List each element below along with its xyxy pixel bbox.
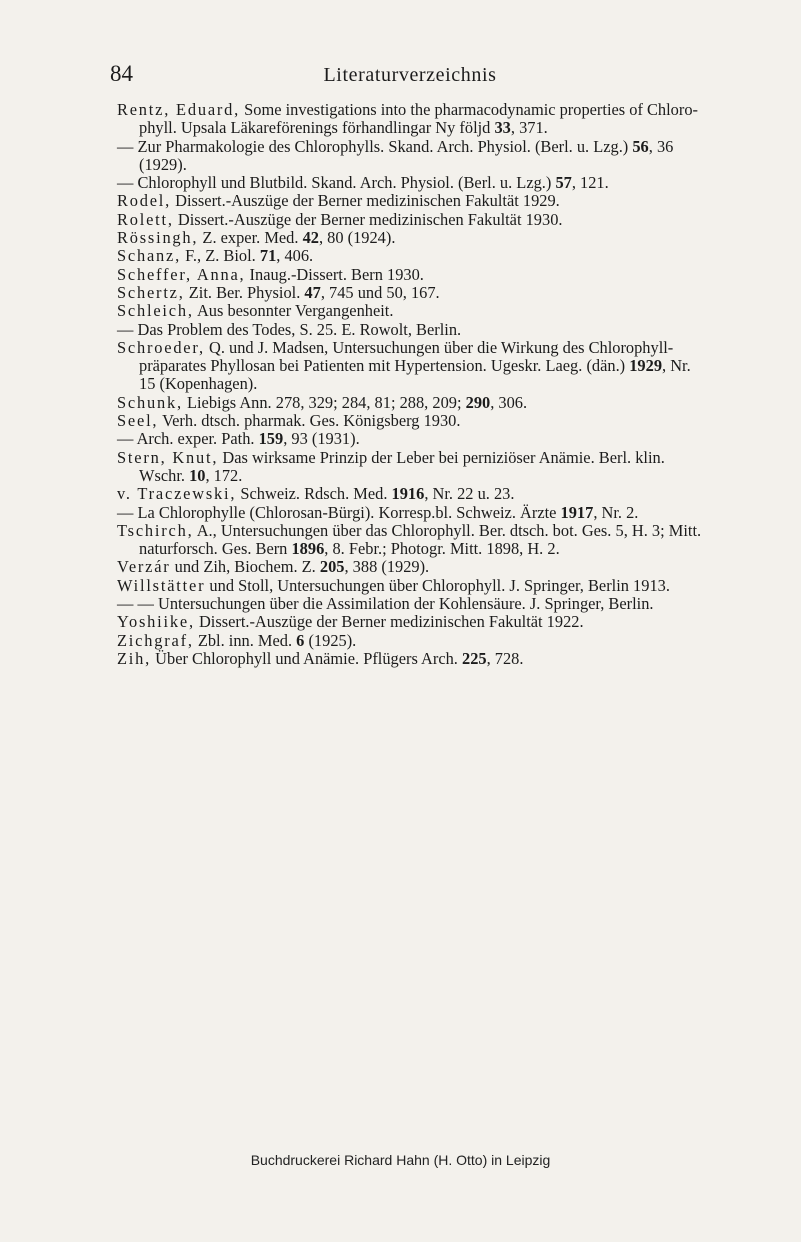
- reference-volume: 205: [319, 557, 345, 577]
- reference-text: Verh. dtsch. pharmak. Ges. Königsberg 1930.: [158, 411, 461, 431]
- reference-tail: (1925).: [304, 630, 357, 650]
- reference-author: Zichgraf,: [117, 630, 194, 650]
- reference-entry: [117, 412, 707, 430]
- reference-text: Über Chlorophyll und Anämie. Pflügers Arch.: [151, 648, 462, 668]
- reference-entry: [117, 302, 707, 320]
- reference-text: Q. und J. Madsen, Untersuchungen über die Wirkung des Chlorophyll-präparates Phyllosan bei Patienten mit Hypertension. Ugeskr. Laeg. (dän.): [139, 337, 674, 376]
- reference-volume: 1917: [560, 502, 594, 522]
- reference-tail: , 8. Febr.; Photogr. Mitt. 1898, H. 2.: [324, 539, 560, 559]
- reference-tail: , 80 (1924).: [318, 228, 396, 248]
- reference-entry: [117, 211, 707, 229]
- reference-entry: [117, 595, 707, 613]
- reference-author: Rentz, Eduard,: [117, 100, 241, 119]
- reference-entry: [117, 339, 707, 394]
- reference-author: Schleich,: [117, 301, 194, 321]
- ditto-dash: — —: [117, 594, 158, 614]
- ditto-dash: —: [117, 429, 137, 449]
- reference-entry: [117, 558, 707, 576]
- reference-text: Untersuchungen über die Assimilation der Kohlensäure. J. Springer, Berlin.: [157, 594, 654, 614]
- reference-volume: 1929: [629, 356, 663, 376]
- reference-entry: [117, 192, 707, 210]
- reference-author: Schanz,: [117, 246, 182, 266]
- reference-author: Zih,: [117, 648, 152, 668]
- reference-tail: , Nr. 22 u. 23.: [424, 484, 515, 504]
- reference-entry: [117, 101, 707, 138]
- reference-text: Inaug.-Dissert. Bern 1930.: [245, 264, 424, 284]
- reference-text: und Stoll, Untersuchungen über Chlorophyll. J. Springer, Berlin 1913.: [205, 575, 670, 595]
- reference-entry: [117, 394, 707, 412]
- reference-text: Zur Pharmakologie des Chlorophylls. Skand. Arch. Physiol. (Berl. u. Lzg.): [137, 136, 633, 156]
- reference-tail: , Nr. 15 (Kopenhagen).: [139, 356, 691, 394]
- reference-text: Zit. Ber. Physiol.: [184, 282, 305, 302]
- reference-text: Das wirksame Prinzip der Leber bei perniziöser Anämie. Berl. klin. Wschr.: [139, 447, 665, 485]
- reference-tail: , 388 (1929).: [344, 557, 430, 577]
- reference-volume: 1896: [291, 539, 325, 559]
- reference-author: Tschirch,: [117, 520, 194, 540]
- reference-text: Schweiz. Rdsch. Med.: [236, 484, 392, 504]
- reference-entry: [117, 504, 707, 522]
- reference-text: Chlorophyll und Blutbild. Skand. Arch. Physiol. (Berl. u. Lzg.): [137, 173, 556, 193]
- reference-tail: , 36 (1929).: [139, 136, 674, 174]
- reference-tail: , 93 (1931).: [283, 429, 360, 449]
- reference-text: Liebigs Ann. 278, 329; 284, 81; 288, 209;: [182, 392, 466, 412]
- reference-text: Dissert.-Auszüge der Berner medizinischen Fakultät 1922.: [194, 612, 584, 632]
- reference-volume: 10: [189, 465, 206, 485]
- ditto-dash: —: [117, 502, 138, 522]
- reference-entry: [117, 321, 707, 339]
- reference-list: [117, 101, 707, 668]
- reference-entry: [117, 632, 707, 650]
- reference-entry: [117, 522, 707, 559]
- reference-volume: 159: [258, 429, 284, 449]
- page-number: 84: [110, 61, 133, 86]
- reference-text: F., Z. Biol.: [181, 246, 260, 266]
- reference-author: Schertz,: [117, 282, 185, 302]
- reference-author: Scheffer, Anna,: [117, 264, 246, 284]
- reference-author: Stern, Knut,: [117, 447, 219, 467]
- reference-tail: , 172.: [205, 465, 243, 485]
- reference-text: A., Untersuchungen über das Chlorophyll. Ber. dtsch. bot. Ges. 5, H. 3; Mitt. naturforsch. Ges. Bern: [139, 520, 702, 559]
- reference-text: Dissert.-Auszüge der Berner medizinischen Fakultät 1929.: [171, 191, 560, 211]
- reference-entry: [117, 613, 707, 631]
- reference-author: Verzár: [117, 557, 171, 577]
- reference-tail: , 306.: [490, 392, 528, 412]
- reference-author: Yoshiike,: [117, 612, 195, 632]
- reference-author: v. Traczewski,: [117, 484, 237, 504]
- reference-tail: , 121.: [571, 173, 609, 193]
- reference-volume: 57: [555, 173, 572, 193]
- reference-author: Schroeder,: [117, 337, 205, 357]
- reference-entry: [117, 650, 707, 668]
- reference-entry: [117, 266, 707, 284]
- reference-author: Willstätter: [117, 575, 206, 595]
- reference-volume: 56: [632, 136, 649, 156]
- reference-volume: 225: [462, 648, 487, 668]
- reference-volume: 1916: [391, 484, 425, 504]
- reference-text: und Zih, Biochem. Z.: [170, 557, 320, 577]
- reference-author: Rodel,: [117, 191, 172, 211]
- reference-tail: , 406.: [276, 246, 314, 266]
- printer-imprint: Buchdruckerei Richard Hahn (H. Otto) in Leipzig: [250, 1152, 551, 1168]
- reference-volume: 290: [465, 392, 491, 412]
- reference-author: Rössingh,: [117, 228, 199, 248]
- reference-text: Aus besonnter Vergangenheit.: [193, 301, 394, 321]
- reference-volume: 6: [296, 630, 305, 650]
- reference-entry: [117, 138, 707, 175]
- reference-author: Seel,: [117, 411, 159, 431]
- reference-author: Rolett,: [117, 209, 174, 229]
- reference-text: Arch. exper. Path.: [136, 429, 259, 449]
- reference-volume: 42: [302, 228, 319, 248]
- reference-entry: [117, 229, 707, 247]
- running-title: Literaturverzeichnis: [323, 64, 497, 86]
- reference-text: Dissert.-Auszüge der Berner medizinischen Fakultät 1930.: [173, 209, 563, 229]
- reference-text: Das Problem des Todes, S. 25. E. Rowolt, Berlin.: [137, 319, 462, 339]
- ditto-dash: —: [117, 136, 138, 156]
- reference-tail: , 371.: [510, 118, 548, 138]
- reference-entry: [117, 449, 707, 486]
- ditto-dash: —: [117, 319, 138, 339]
- reference-entry: [117, 577, 707, 595]
- reference-text: Some investigations into the pharmacodynamic properties of Chloro-phyll. Upsala Läkareförenings förhandlingar Ny följd: [139, 100, 698, 138]
- reference-entry: [117, 174, 707, 192]
- reference-entry: [117, 485, 707, 503]
- reference-text: Zbl. inn. Med.: [193, 630, 297, 650]
- reference-author: Schunk,: [117, 392, 183, 412]
- reference-volume: 47: [304, 282, 321, 302]
- reference-entry: [117, 284, 707, 302]
- page-header: [110, 60, 710, 94]
- reference-entry: [117, 247, 707, 265]
- ditto-dash: —: [117, 173, 138, 193]
- reference-text: Z. exper. Med.: [198, 228, 303, 248]
- reference-volume: 71: [259, 246, 277, 266]
- reference-volume: 33: [494, 118, 511, 138]
- reference-tail: , 728.: [486, 648, 524, 668]
- reference-text: La Chlorophylle (Chlorosan-Bürgi). Korresp.bl. Schweiz. Ärzte: [137, 502, 561, 522]
- reference-tail: , Nr. 2.: [593, 502, 639, 522]
- reference-entry: [117, 430, 707, 448]
- reference-tail: , 745 und 50, 167.: [320, 282, 440, 302]
